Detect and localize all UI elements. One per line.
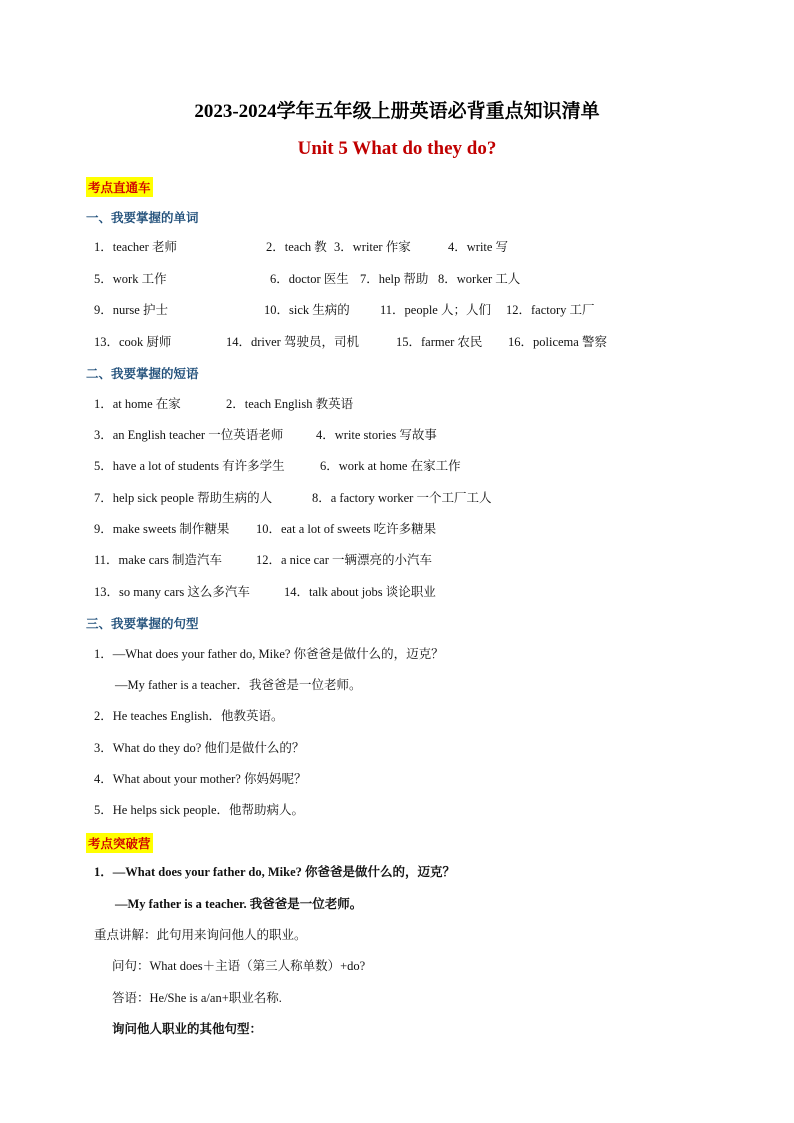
sentence-item: 4．What about your mother? 你妈妈呢？: [94, 772, 307, 786]
phrase-item: 10．eat a lot of sweets 吃许多糖果: [256, 522, 437, 536]
answer-pattern: 答语：He/She is a/an+职业名称.: [112, 991, 282, 1005]
word-item: 5．work 工作: [94, 272, 167, 286]
word-item: 16．policema 警察: [508, 335, 607, 349]
sentence-item: 2．He teaches English．他教英语。: [94, 709, 284, 723]
word-item: 10．sick 生病的: [264, 303, 350, 317]
unit-title: Unit 5 What do they do?: [297, 138, 497, 159]
other-patterns-heading: 询问他人职业的其他句型：: [112, 1022, 263, 1036]
word-item: 8．worker 工人: [438, 272, 521, 286]
word-item: 13．cook 厨师: [94, 335, 172, 349]
sentence-item: 3．What do they do? 他们是做什么的？: [94, 741, 305, 755]
page-title: 2023-2024学年五年级上册英语必背重点知识清单: [194, 101, 600, 122]
phrase-item: 9．make sweets 制作糖果: [94, 522, 230, 536]
word-item: 3．writer 作家: [334, 240, 411, 254]
word-item: 7．help 帮助: [360, 272, 429, 286]
section-heading-sentences: 三、我要掌握的句型: [86, 616, 199, 631]
phrase-item: 1．at home 在家: [94, 397, 181, 411]
section-tag-breakthrough: 考点突破营: [86, 833, 153, 853]
word-item: 12．factory 工厂: [506, 303, 595, 317]
key-sentence-question: 1．—What does your father do, Mike? 你爸爸是做什么的，迈克？: [94, 865, 455, 879]
question-pattern: 问句：What does＋主语（第三人称单数）+do?: [112, 959, 366, 973]
word-item: 14．driver 驾驶员，司机: [226, 335, 359, 349]
word-item: 15．farmer 农民: [396, 335, 483, 349]
phrase-item: 13．so many cars 这么多汽车: [94, 585, 250, 599]
word-item: 11．people 人；人们: [380, 303, 491, 317]
sentence-item: —My father is a teacher．我爸爸是一位老师。: [115, 678, 362, 692]
sentence-item: 1．—What does your father do, Mike? 你爸爸是做什么的，迈克？: [94, 647, 444, 661]
phrase-item: 4．write stories 写故事: [316, 428, 437, 442]
section-heading-phrases: 二、我要掌握的短语: [86, 366, 199, 381]
word-item: 9．nurse 护士: [94, 303, 168, 317]
section-tag-direct: 考点直通车: [86, 177, 153, 197]
phrase-item: 8．a factory worker 一个工厂工人: [312, 491, 492, 505]
word-item: 1．teacher 老师: [94, 240, 177, 254]
phrase-item: 14．talk about jobs 谈论职业: [284, 585, 436, 599]
sentence-item: 5．He helps sick people．他帮助病人。: [94, 803, 305, 817]
phrase-item: 11．make cars 制造汽车: [94, 553, 222, 567]
phrase-item: 6．work at home 在家工作: [320, 459, 461, 473]
phrase-item: 12．a nice car 一辆漂亮的小汽车: [256, 553, 433, 567]
key-sentence-answer: —My father is a teacher. 我爸爸是一位老师。: [115, 897, 363, 911]
word-item: 4．write 写: [448, 240, 509, 254]
phrase-item: 3．an English teacher 一位英语老师: [94, 428, 284, 442]
phrase-item: 7．help sick people 帮助生病的人: [94, 491, 273, 505]
key-point-explanation: 重点讲解：此句用来询问他人的职业。: [94, 928, 307, 942]
phrase-item: 5．have a lot of students 有许多学生: [94, 459, 285, 473]
word-item: 2．teach 教: [266, 240, 327, 254]
word-item: 6．doctor 医生: [270, 272, 349, 286]
phrase-item: 2．teach English 教英语: [226, 397, 354, 411]
section-heading-words: 一、我要掌握的单词: [86, 210, 199, 225]
